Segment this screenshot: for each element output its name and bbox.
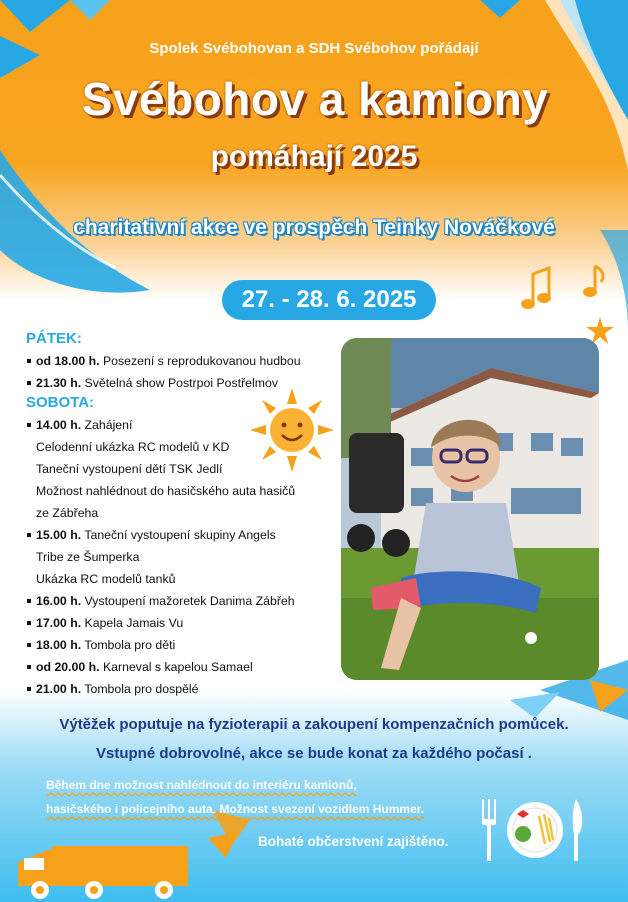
date-badge: 27. - 28. 6. 2025: [222, 280, 436, 320]
charity-line: charitativní akce ve prospěch Teinky Nováčkové: [73, 216, 555, 239]
program-item-text: Posezení s reprodukovanou hudbou: [102, 354, 301, 368]
program-item-time: od 18.00 h.: [36, 354, 100, 368]
music-notes-icon: [515, 256, 615, 316]
program-item: [26, 524, 346, 546]
saturday-heading: SOBOTA:: [26, 394, 95, 411]
program-item: [26, 634, 346, 656]
event-subtitle: pomáhají 2025: [210, 140, 418, 173]
organizers-line: Spolek Svébohovan a SDH Svébohov pořádají: [149, 40, 479, 57]
sun-icon: [250, 388, 334, 472]
program-item: [26, 590, 346, 612]
event-photo: [341, 338, 599, 680]
program-item-text: Celodenní ukázka RC modelů v KD: [36, 440, 230, 454]
program-item-text: Ukázka RC modelů tanků: [36, 572, 176, 586]
program-item-text: Vystoupení mažoretek Danima Zábřeh: [84, 594, 295, 608]
truck-icon: [14, 842, 194, 902]
program-item: [26, 678, 346, 700]
friday-heading: PÁTEK:: [26, 330, 82, 347]
program-item: [26, 350, 346, 372]
program-item: [26, 568, 346, 590]
program-item: [26, 502, 346, 524]
entry-text: Vstupné dobrovolné, akce se bude konat za každého počasí .: [96, 745, 532, 762]
program-item-time: 17.00 h.: [36, 616, 82, 630]
program-item-text: Taneční vystoupení dětí TSK Jedlí: [36, 462, 223, 476]
program-list: [26, 330, 346, 700]
program-item-time: 16.00 h.: [36, 594, 82, 608]
program-item-time: od 20.00 h.: [36, 660, 100, 674]
program-item: [26, 612, 346, 634]
plate-icon: [505, 800, 565, 860]
program-item-time: 14.00 h.: [36, 418, 82, 432]
info-text: [46, 773, 424, 821]
refreshments-text: Bohaté občerstvení zajištěno.: [258, 834, 449, 849]
program-item-time: 21.00 h.: [36, 682, 82, 696]
event-title: Svébohov a kamiony: [81, 73, 549, 125]
program-item-time: 18.00 h.: [36, 638, 82, 652]
program-item-text: Karneval s kapelou Samael: [102, 660, 253, 674]
program-item-text: Tribe ze Šumperka: [36, 550, 140, 564]
program-item-text: Taneční vystoupení skupiny Angels: [84, 528, 276, 542]
program-item-text: ze Zábřeha: [36, 506, 99, 520]
info-line-1: Během dne možnost nahlédnout do interiéru kamionů,: [46, 778, 357, 792]
program-item: [26, 480, 346, 502]
program-item-text: Světelná show Postrpoi Postřelmov: [84, 376, 278, 390]
program-item-text: Zahájení: [84, 418, 133, 432]
proceeds-text: Výtěžek poputuje na fyzioterapii a zakoupení kompenzačních pomůcek.: [59, 716, 569, 733]
program-item-text: Kapela Jamais Vu: [84, 616, 184, 630]
program-item: [26, 656, 346, 678]
program-item-text: Tombola pro dospělé: [84, 682, 199, 696]
program-item-text: Možnost nahlédnout do hasičského auta hasičů: [36, 484, 296, 498]
info-line-2: hasičského i policejního auta. Možnost svezení vozidlem Hummer.: [46, 802, 425, 816]
program-item-time: 21.30 h.: [36, 376, 82, 390]
program-item: [26, 546, 346, 568]
program-item-time: 15.00 h.: [36, 528, 82, 542]
program-item-text: Tombola pro děti: [84, 638, 176, 652]
